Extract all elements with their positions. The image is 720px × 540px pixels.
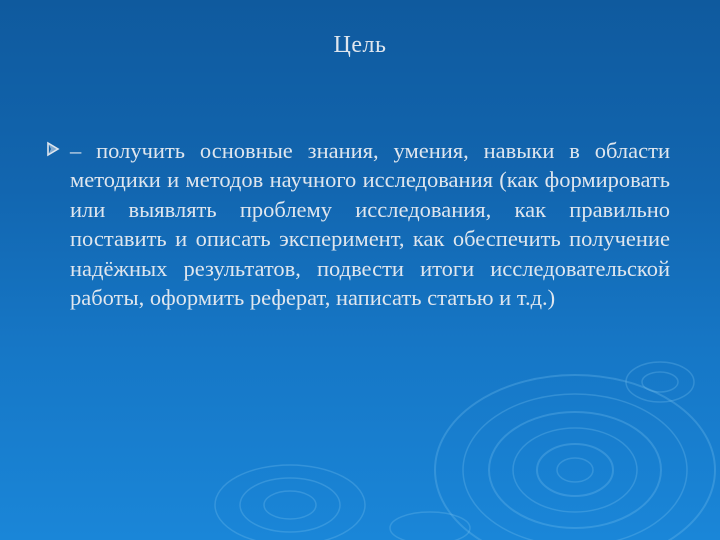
arrow-bullet-icon bbox=[46, 138, 60, 160]
bullet-item bbox=[46, 136, 676, 312]
bullet-text: – получить основные знания, умения, навыки в области методики и методов научного исследования (как формировать или выявлять проблему исследования, как правильно поставить и описать эксперимент, как обеспечить получение надёжных результатов, подвести итоги исследовательской работы, оформить реферат, написать статью и т.д.) bbox=[70, 138, 670, 311]
slide-title: Цель bbox=[333, 32, 387, 58]
